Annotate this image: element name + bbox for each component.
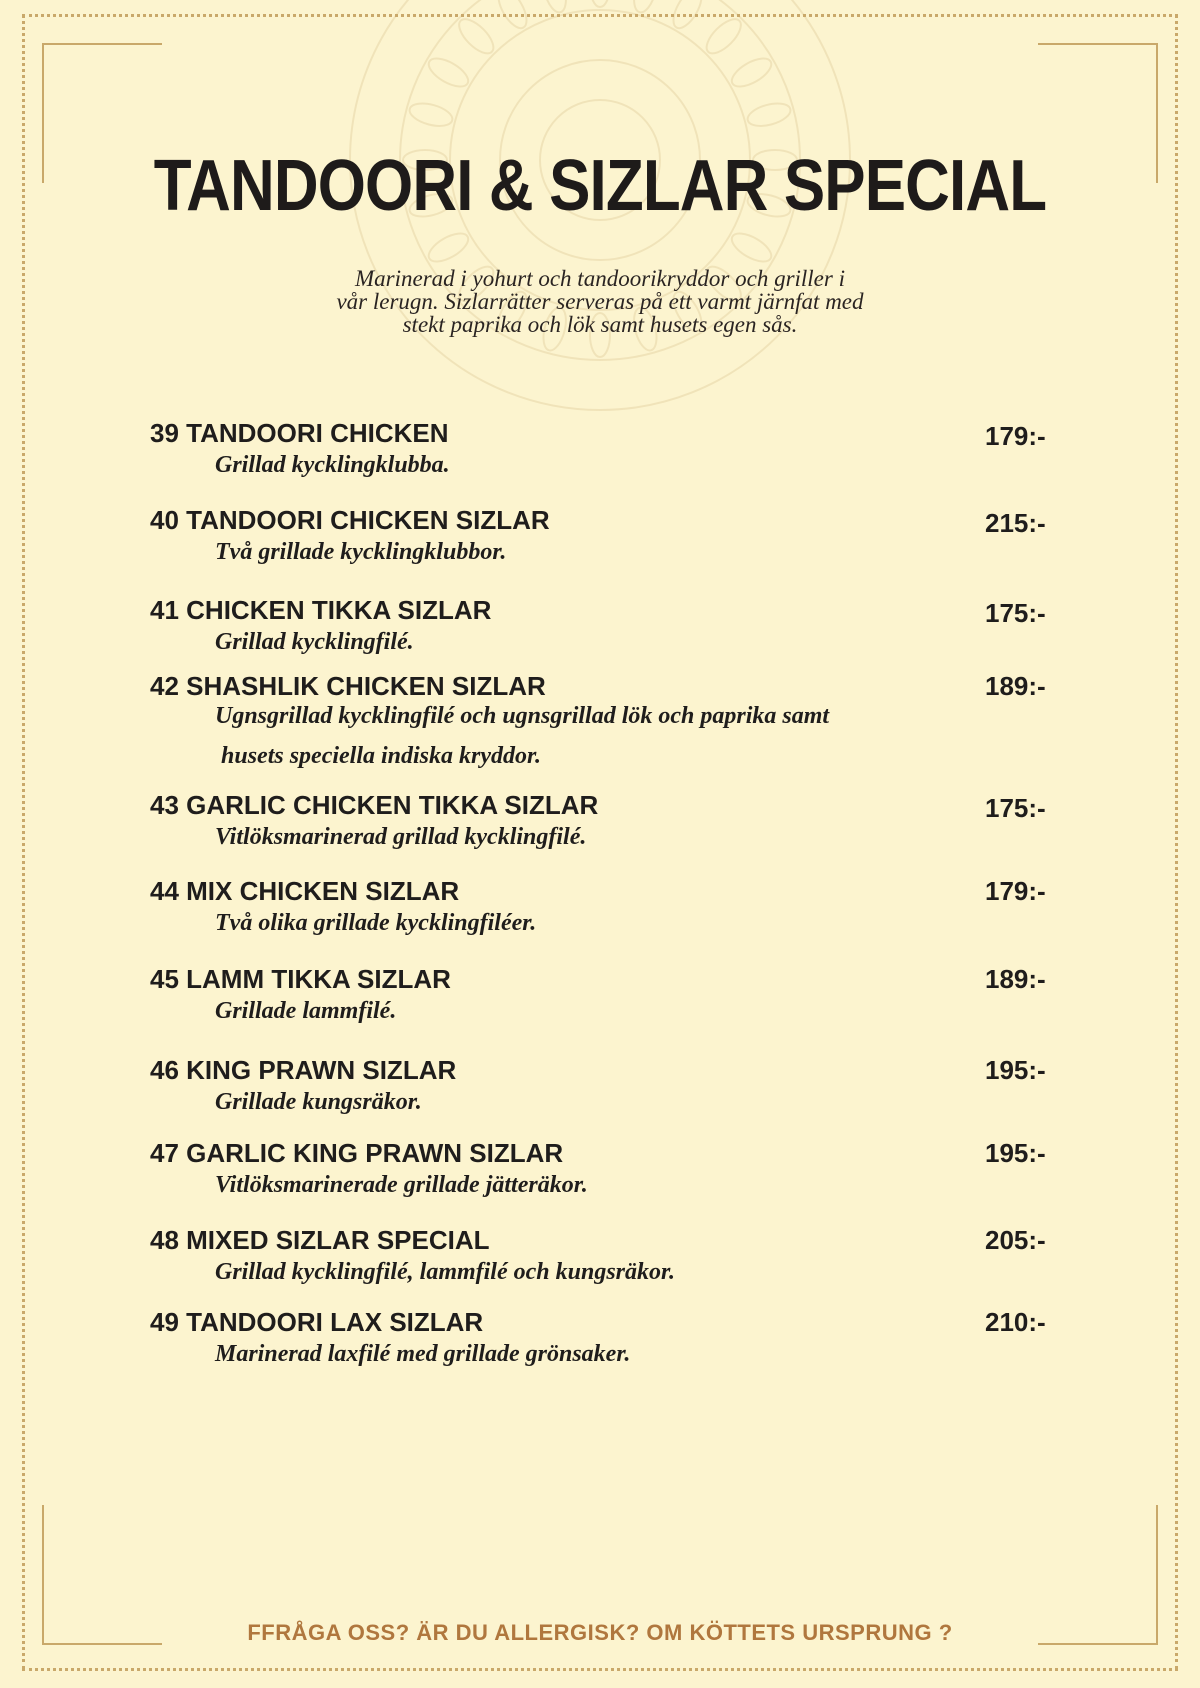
item-41-name: 41 CHICKEN TIKKA SIZLAR: [150, 595, 492, 625]
intro-line-3: stekt paprika och lök samt husets egen sås.: [402, 312, 798, 337]
item-42-name: 42 SHASHLIK CHICKEN SIZLAR: [150, 671, 546, 701]
page-title: TANDOORI & SIZLAR SPECIAL: [153, 146, 1047, 226]
item-43-name: 43 GARLIC CHICKEN TIKKA SIZLAR: [150, 790, 599, 820]
item-40-name: 40 TANDOORI CHICKEN SIZLAR: [150, 505, 550, 535]
item-43-desc: Vitlöksmarinerad grillad kycklingfilé.: [215, 824, 587, 850]
intro-line-2: vår lerugn. Sizlarrätter serveras på ett varmt järnfat med: [336, 289, 864, 314]
item-49-name: 49 TANDOORI LAX SIZLAR: [150, 1307, 484, 1337]
dotted-border-left: [22, 14, 25, 1670]
item-42-desc-line-2: husets speciella indiska kryddor.: [221, 743, 542, 769]
item-47-price: 195:-: [985, 1138, 1046, 1168]
item-40-desc: Två grillade kycklingklubbor.: [215, 539, 507, 565]
item-46-name: 46 KING PRAWN SIZLAR: [150, 1055, 457, 1085]
mandala-petal: [407, 99, 455, 130]
intro-line-1: Marinerad i yohurt och tandoorikryddor och griller i: [355, 266, 845, 291]
item-40-price: 215:-: [985, 508, 1046, 538]
mandala-petal: [454, 14, 499, 59]
item-45-price: 189:-: [985, 964, 1046, 994]
item-39-desc: Grillad kycklingklubba.: [215, 452, 450, 478]
item-44-name: 44 MIX CHICKEN SIZLAR: [150, 876, 460, 906]
item-48-desc: Grillad kycklingfilé, lammfilé och kungsräkor.: [215, 1259, 676, 1285]
item-45-desc: Grillade lammfilé.: [215, 998, 397, 1024]
frame-line-left-upper: [42, 43, 44, 183]
mandala-petal: [728, 228, 776, 267]
item-41-desc: Grillad kycklingfilé.: [215, 629, 414, 655]
item-46-desc: Grillade kungsräkor.: [215, 1089, 422, 1115]
mandala-petal: [728, 53, 776, 92]
mandala-petal: [590, 0, 610, 7]
intro-text: [250, 267, 950, 336]
item-47-name: 47 GARLIC KING PRAWN SIZLAR: [150, 1138, 564, 1168]
item-46-price: 195:-: [985, 1055, 1046, 1085]
dotted-border-right: [1175, 14, 1178, 1670]
dotted-border-top: [22, 14, 1178, 17]
allergy-notice: FFRÅGA OSS? ÄR DU ALLERGISK? OM KÖTTETS URSPRUNG ?: [247, 1620, 953, 1645]
item-44-desc: Två olika grillade kycklingfiléer.: [215, 910, 537, 936]
dotted-border-bottom: [22, 1668, 1178, 1671]
mandala-petal: [745, 99, 793, 130]
item-48-price: 205:-: [985, 1225, 1046, 1255]
item-41-price: 175:-: [985, 598, 1046, 628]
item-49-desc: Marinerad laxfilé med grillade grönsaker.: [215, 1341, 631, 1367]
frame-line-right-upper: [1156, 43, 1158, 183]
item-39-name: 39 TANDOORI CHICKEN: [150, 418, 449, 448]
item-49-price: 210:-: [985, 1307, 1046, 1337]
item-39-price: 179:-: [985, 421, 1046, 451]
frame-line-top-left: [42, 43, 162, 45]
mandala-petal: [539, 0, 570, 15]
mandala-petal: [630, 0, 661, 15]
item-42-desc: Ugnsgrillad kycklingfilé och ugnsgrillad lök och paprika samt: [215, 703, 830, 729]
mandala-petal: [701, 14, 746, 59]
mandala-petal: [424, 228, 472, 267]
item-47-desc: Vitlöksmarinerade grillade jätteräkor.: [215, 1172, 588, 1198]
item-42-price: 189:-: [985, 671, 1046, 701]
frame-line-top-right: [1038, 43, 1158, 45]
mandala-petal: [424, 53, 472, 92]
item-45-name: 45 LAMM TIKKA SIZLAR: [150, 964, 451, 994]
item-44-price: 179:-: [985, 876, 1046, 906]
item-48-name: 48 MIXED SIZLAR SPECIAL: [150, 1225, 490, 1255]
item-43-price: 175:-: [985, 793, 1046, 823]
